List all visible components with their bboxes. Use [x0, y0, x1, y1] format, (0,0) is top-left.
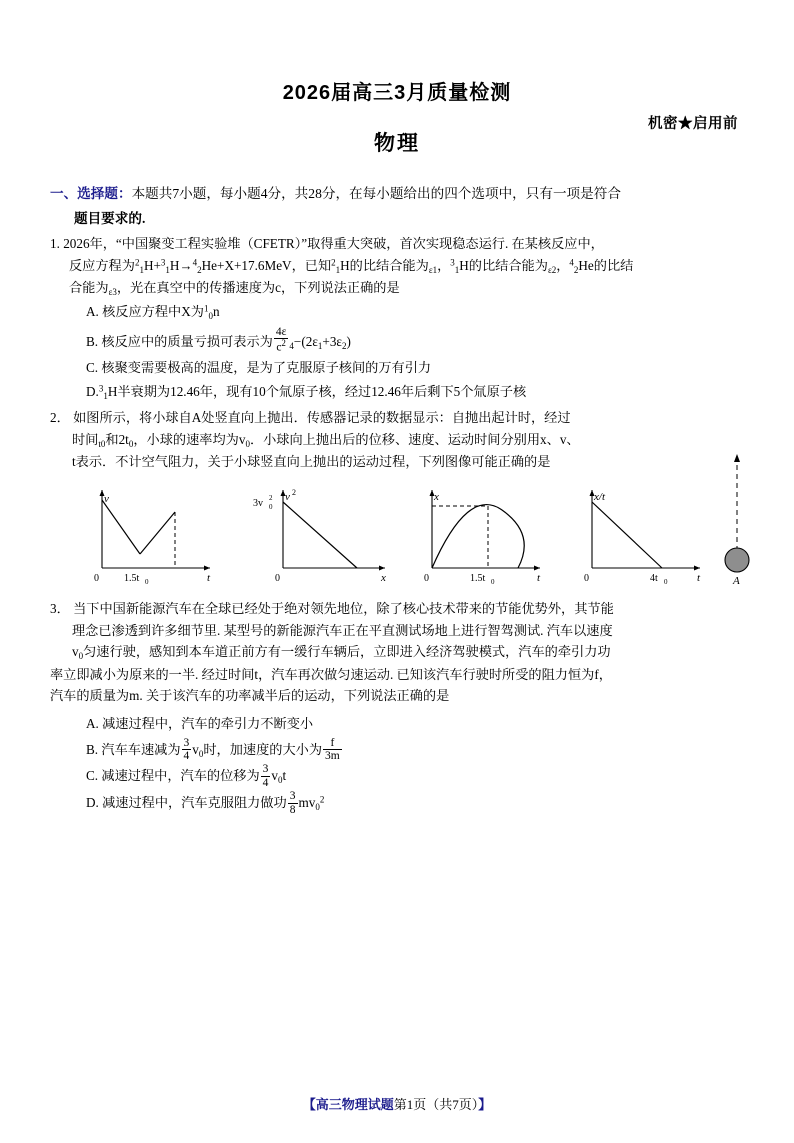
- section-1-instruction-bold: 题: [74, 210, 88, 226]
- q3-opt-c-text-a: 减速过程中，汽车的位移为: [101, 768, 260, 784]
- figure-x-t: [410, 480, 560, 594]
- page-footer: [0, 1094, 794, 1113]
- q1-be-h3-txt: H的比结合能为: [459, 257, 548, 273]
- svg-text:t: t: [537, 572, 541, 585]
- q1-opt-a-neutron: $^1_0$: [203, 303, 213, 322]
- figure-v2-x: [245, 480, 400, 594]
- question-3-option-D: [86, 790, 738, 816]
- question-1-option-A: [86, 300, 738, 325]
- q3-opt-b-frac1: [182, 737, 192, 763]
- question-3-option-C: [86, 763, 738, 789]
- q1-eq-h2: H→: [169, 257, 193, 273]
- question-2-stem-line2: [72, 429, 738, 451]
- q3-opt-d-tag: D.: [86, 795, 99, 811]
- footer-bracket-close: 】: [478, 1097, 492, 1112]
- q3-opt-b-frac2-den: 3m: [325, 749, 340, 762]
- q1-opt-a-text: 核反应方程中X为: [102, 304, 204, 320]
- q1-eps3: ε3: [108, 286, 117, 297]
- question-2-figures: [50, 480, 738, 592]
- q3-opt-b-tag: B.: [86, 741, 99, 757]
- section-1-heading-line2: [74, 208, 738, 231]
- q1-opt-b-e2: 2: [341, 340, 347, 351]
- question-1-stem-line3: [69, 277, 738, 299]
- q3-opt-d-frac: [288, 790, 298, 816]
- figure-v-t: [80, 480, 230, 594]
- question-1-option-C: [86, 356, 738, 379]
- q2-stem2-c: ，小球的速率均为v: [133, 431, 246, 447]
- question-3-stem-line4: 率立即减小为原来的一半. 经过时间t，汽车再次做匀速运动. 已知该汽车行驶时所受的阻力恒为f，: [50, 666, 612, 682]
- question-3-stem-a: 当下中国新能源汽车在全球已经处于绝对领先地位，除了核心技术带来的节能优势外，其节能: [73, 601, 614, 617]
- question-3-option-A: [86, 712, 738, 735]
- question-3-number: 3．: [50, 601, 70, 617]
- q3-opt-d-frac-den: 8: [289, 803, 296, 816]
- svg-text:0: 0: [269, 503, 273, 512]
- footer-book: 高三物理试题: [315, 1097, 394, 1112]
- q3-opt-d-frac-num: 3: [289, 790, 296, 803]
- q1-opt-d-nuclide: $^3_1$: [98, 382, 108, 401]
- svg-text:0: 0: [145, 578, 149, 587]
- svg-text:x: x: [434, 491, 439, 504]
- question-3-stem-line5: 汽车的质量为m. 关于该汽车的功率减半后的运动，下列说法正确的是: [50, 688, 450, 704]
- q3-opt-c-frac: [261, 763, 271, 789]
- q3-opt-c-v: v: [271, 768, 278, 784]
- q1-opt-b-text: 核反应中的质量亏损可表示为: [101, 333, 273, 349]
- q1-eq-h1: H+: [143, 257, 161, 273]
- q3-opt-b-frac1-num: 3: [183, 736, 190, 749]
- question-3-stem-line1: [50, 598, 738, 619]
- question-1-stem-line1: [50, 233, 738, 254]
- q1-opt-b-e1: 1: [317, 340, 323, 351]
- q3-v-sub: 0: [78, 651, 84, 662]
- section-1-heading: [50, 183, 738, 206]
- q1-eq-he: He+X+17.6MeV，已知: [201, 257, 332, 273]
- q3-opt-b-frac1-den: 4: [183, 749, 190, 762]
- q2-stem2-b: 和2t: [105, 431, 129, 447]
- q1-opt-d-tag: D.: [86, 383, 99, 399]
- q3-opt-b-v-sub: 0: [198, 748, 204, 759]
- q3-v: v: [72, 644, 79, 660]
- question-1-number: 1.: [50, 236, 60, 252]
- q3-opt-b-text-c: 时，加速度的大小为: [203, 741, 323, 757]
- svg-text:1.5t: 1.5t: [124, 573, 140, 585]
- q1-opt-b-text-c: +3ε: [322, 333, 342, 349]
- q3-opt-d-sup: 2: [319, 794, 325, 805]
- q3-opt-b-frac2-num: f: [323, 737, 342, 750]
- q3-opt-d-mv: mv: [298, 795, 316, 811]
- q2-t0: t0: [98, 438, 106, 449]
- question-2: [50, 407, 738, 592]
- svg-text:A: A: [733, 575, 740, 588]
- question-3: [50, 598, 738, 816]
- q3-opt-c-tag: C.: [86, 768, 99, 784]
- q3-opt-c-t: t: [282, 768, 287, 784]
- q1-opt-b-eps4: 4: [289, 340, 294, 351]
- subject-title: 物理: [374, 132, 420, 155]
- section-1-instruction: 本题共7小题，每小题4分，共28分，在每小题给出的四个选项中，只有一项是符合: [131, 186, 621, 201]
- question-2-stem-line1: [50, 407, 738, 428]
- figure-x-over-t: [570, 480, 720, 594]
- q2-stem2-a: 时间: [72, 431, 99, 447]
- q1-eq-lead: 反应方程为: [69, 257, 135, 273]
- question-3-stem-line3: [72, 641, 738, 663]
- q3-opt-a-text: 减速过程中，汽车的牵引力不断变小: [102, 716, 314, 732]
- exam-page: [0, 76, 794, 1143]
- svg-text:0: 0: [94, 573, 99, 585]
- question-2-stem-line3: t表示．不计空气阻力，关于小球竖直向上抛出的运动过程，下列图像可能正确的是: [72, 454, 551, 470]
- svg-text:1.5t: 1.5t: [470, 573, 486, 585]
- q1-opt-b-frac: [274, 326, 289, 354]
- q1-equation: $^2_1$H+$^3_1$H→$^4_2$He+X+17.6MeV，已知$^2_1$H的比结合能为$_{\varepsilon 1}$，: [134, 256, 451, 275]
- question-1-stem-a: 2026年，“中国聚变工程实验堆（CFETR）”取得重大突破，首次实现稳态运行. 在某核反应中，: [63, 236, 604, 252]
- question-3-stem-line2: 理念已渗透到许多细节里. 某型号的新能源汽车正在平直测试场地上进行智驾测试. 汽车以速度: [72, 622, 613, 638]
- svg-text:0: 0: [584, 573, 589, 585]
- q1-opt-c-text: 核聚变需要极高的温度，是为了克服原子核间的万有引力: [101, 359, 432, 375]
- svg-text:v: v: [104, 493, 109, 506]
- question-1-option-D: [86, 380, 738, 405]
- q1-stem3-b: ，光在真空中的传播速度为c，下列说法正确的是: [116, 279, 400, 295]
- question-2-stem-a: 如图所示，将小球自A处竖直向上抛出．传感器记录的数据显示：自抛出起计时，经过: [73, 410, 571, 426]
- question-1: [50, 233, 738, 404]
- q2-v0: 0: [245, 438, 250, 449]
- q1-stem3-a: 合能为: [69, 279, 109, 295]
- q3-opt-c-v-sub: 0: [277, 775, 283, 786]
- svg-text:4t: 4t: [650, 573, 658, 585]
- page-title: 2026届高三3月质量检测: [282, 82, 512, 104]
- q3-opt-b-frac2: [323, 737, 342, 763]
- q1-be-eps2: $_{\varepsilon 2}$，: [547, 257, 570, 275]
- q3-opt-a-tag: A.: [86, 716, 99, 732]
- q3-opt-d-text-a: 减速过程中，汽车克服阻力做功: [102, 795, 287, 811]
- secret-mark: 机密★启用前: [648, 116, 738, 132]
- footer-page: 第1页（共7页）: [393, 1097, 479, 1112]
- svg-text:0: 0: [491, 578, 495, 587]
- q1-opt-a-n: n: [212, 304, 220, 320]
- svg-text:3v: 3v: [253, 498, 263, 510]
- q1-opt-b-tag: B.: [86, 333, 99, 349]
- q3-opt-b-text-a: 汽车车速减为: [101, 741, 181, 757]
- svg-text:0: 0: [424, 573, 429, 585]
- q2-stem2-d: ．小球向上抛出后的位移、速度、运动时间分别用x、v、: [249, 431, 580, 447]
- figure-ball-diagram: [705, 448, 765, 594]
- question-1-option-B: [86, 326, 738, 355]
- question-3-option-B: [86, 737, 738, 763]
- q1-opt-c-tag: C.: [86, 359, 99, 375]
- svg-text:v: v: [285, 491, 290, 504]
- footer-bracket-open: 【: [302, 1097, 316, 1112]
- q1-be-he4: $^4_2$: [569, 256, 579, 275]
- svg-text:x/t: x/t: [594, 491, 605, 504]
- q1-opt-b-frac-den: $c^2$: [276, 338, 286, 355]
- q3-opt-b-v: v: [192, 741, 199, 757]
- svg-text:x: x: [381, 572, 386, 585]
- question-2-number: 2．: [50, 410, 70, 426]
- svg-text:t: t: [207, 572, 211, 585]
- q1-opt-b-text-d: ): [346, 333, 351, 349]
- q3-opt-c-frac-num: 3: [262, 763, 269, 776]
- section-1-label: 一、选择题：: [50, 186, 132, 201]
- q3-opt-d-sub: 0: [315, 802, 320, 813]
- section-1-instruction-cont: 目要求的.: [87, 210, 146, 226]
- q1-opt-a-tag: A.: [86, 304, 99, 320]
- q1-opt-b-text-b: −(2ε: [293, 333, 318, 349]
- svg-text:0: 0: [664, 578, 668, 587]
- question-1-stem-line2: [69, 255, 738, 277]
- q3-opt-c-frac-den: 4: [262, 776, 269, 789]
- q1-be-h3: $^3_1$: [450, 256, 460, 275]
- svg-text:t: t: [697, 572, 701, 585]
- q1-opt-d-text: H半衰期为12.46年，现有10个氚原子核，经过12.46年后剩下5个氚原子核: [107, 383, 527, 399]
- svg-text:2: 2: [292, 488, 296, 498]
- exam-content: [50, 183, 738, 816]
- q3-stem3-b: 匀速行驶，感知到本车道正前方有一缓行车辆后，立即进入经济驾驶模式，汽车的牵引力功: [83, 644, 611, 660]
- svg-text:0: 0: [275, 573, 280, 585]
- q1-opt-b-frac-num: 4ε: [275, 326, 287, 339]
- q1-be-he-txt: He的比结: [578, 257, 634, 273]
- svg-text:2: 2: [269, 494, 273, 503]
- q2-sub0: 0: [128, 438, 134, 449]
